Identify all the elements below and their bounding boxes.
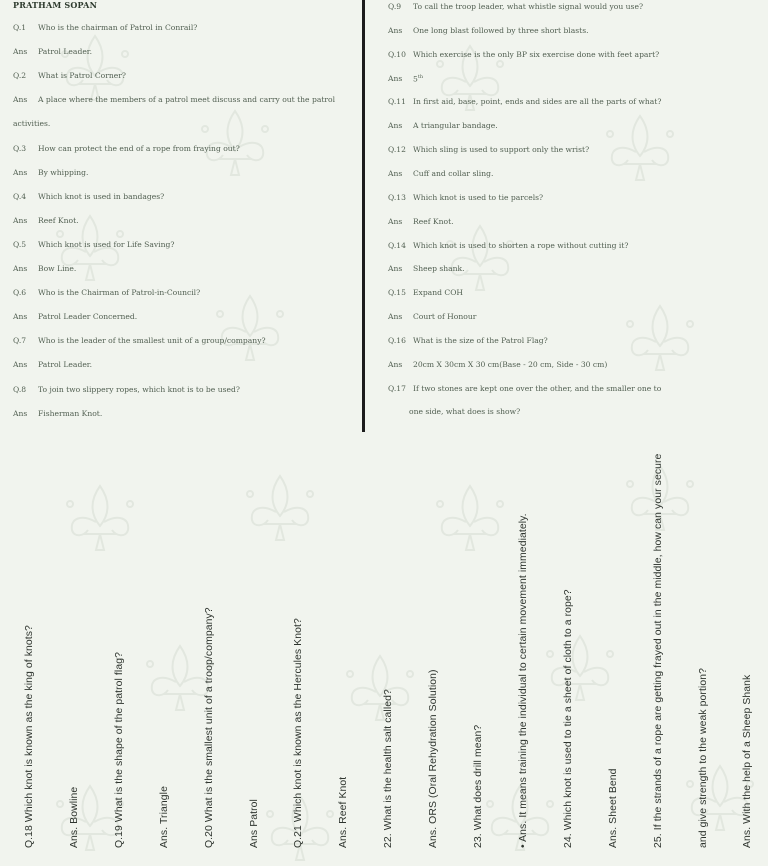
question-number: Q.7	[13, 336, 27, 346]
line-text: 5	[413, 74, 418, 84]
answer-line	[13, 216, 79, 225]
question-number: Q.1	[13, 23, 27, 32]
rotated-line: Ans Patrol	[248, 799, 260, 848]
question-line	[13, 71, 126, 80]
rotated-line: 22. What is the health salt called?	[383, 689, 395, 848]
line-text: Reef Knot.	[38, 215, 79, 225]
question-number: Q.10	[388, 49, 406, 59]
answer-line	[388, 264, 465, 273]
answer-line	[388, 121, 498, 130]
rotated-line: Q.19 What is the shape of the patrol flag?	[113, 652, 125, 848]
answer-label: Ans	[13, 264, 28, 273]
line-text: Who is the leader of the smallest unit of a group/company?	[38, 336, 266, 346]
answer-label: Ans	[388, 216, 403, 226]
question-number: Q.6	[13, 288, 27, 298]
question-number: Q.16	[388, 335, 406, 345]
rotated-line: Ans. With the help of a Sheep Shank	[742, 674, 754, 848]
rotated-line: Ans. Bowline	[68, 786, 80, 848]
rotated-line: Q.20 What is the smallest unit of a troop/company?	[203, 607, 215, 848]
rotated-line: 23. What does drill mean?	[473, 724, 484, 848]
line-text: Which knot is used in bandages?	[38, 191, 165, 201]
rotated-line: Q.18 Which knot is known as the king of knots?	[24, 625, 35, 848]
line-text: Court of Honour	[413, 312, 477, 322]
answer-label: Ans	[388, 312, 403, 322]
answer-label: Ans	[13, 47, 28, 57]
line-text: Patrol Leader.	[38, 360, 93, 370]
line-text: Who is the Chairman of Patrol-in-Council?	[38, 288, 201, 298]
line-text: Bow Line.	[38, 264, 77, 273]
question-line	[13, 385, 240, 394]
line-text: Patrol Leader.	[38, 47, 93, 57]
answer-line	[388, 26, 589, 35]
question-number: Q.13	[388, 192, 406, 202]
answer-label: Ans	[13, 312, 28, 322]
rotated-line: and give strength to the weak portion?	[697, 668, 709, 848]
line-text: How can protect the end of a rope from fraying out?	[38, 143, 240, 153]
superscript-text: th	[417, 73, 424, 80]
question-line	[388, 241, 629, 250]
line-text: By whipping.	[38, 167, 89, 177]
question-number: Q.14	[388, 240, 406, 250]
answer-label: Ans	[388, 74, 403, 84]
rotated-line: Q.21 Which knot is known as the Hercules Knot?	[293, 618, 305, 848]
line-text: One long blast followed by three short blasts.	[413, 25, 589, 35]
answer-line	[13, 409, 102, 418]
question-number: Q.8	[13, 384, 27, 394]
question-number: Q.15	[388, 288, 406, 298]
line-text: Expand COH	[413, 288, 464, 298]
question-line	[13, 192, 164, 201]
line-text: In first aid, base, point, ends and sides are all the parts of what?	[413, 97, 662, 107]
question-line	[388, 336, 548, 345]
text-continuation	[409, 407, 520, 416]
answer-line	[13, 168, 88, 177]
column-divider	[362, 0, 365, 432]
answer-line	[13, 312, 137, 321]
line-text: Reef Knot.	[413, 216, 454, 226]
question-line	[13, 144, 240, 153]
question-line	[388, 97, 661, 106]
rotated-line: • Ans. It means training the individual to certain movement immediately.	[517, 513, 529, 848]
answer-label: Ans	[13, 408, 28, 418]
rotated-line: 25. If the strands of a rope are getting frayed out in the middle, how can your secure	[652, 453, 664, 848]
page-title: PRATHAM SOPAN	[13, 0, 98, 10]
answer-line	[13, 95, 335, 104]
answer-label: Ans	[388, 25, 403, 35]
question-number: Q.11	[388, 97, 406, 107]
line-text: activities.	[13, 119, 51, 129]
line-text: Who is the chairman of Patrol in Conrail?	[38, 23, 198, 32]
question-line	[388, 384, 661, 393]
line-text: To join two slippery ropes, which knot is to be used?	[38, 384, 240, 394]
rotated-line: Ans. Sheet Bend	[607, 768, 619, 848]
line-text: If two stones are kept one over the other, and the smaller one to	[413, 383, 662, 393]
answer-label: Ans	[13, 95, 28, 105]
answer-label: Ans	[13, 167, 28, 177]
answer-line	[388, 74, 423, 84]
answer-label: Ans	[388, 121, 403, 131]
answer-label: Ans	[388, 264, 403, 274]
line-text: A triangular bandage.	[413, 121, 498, 131]
question-number: Q.3	[13, 143, 27, 153]
answer-line	[13, 264, 76, 273]
line-text: 20cm X 30cm X 30 cm(Base - 20 cm, Side - 30 cm)	[413, 359, 608, 369]
line-text: Which exercise is the only BP six exercise done with feet apart?	[413, 49, 660, 59]
answer-label: Ans	[388, 359, 403, 369]
line-text: Which sling is used to support only the wrist?	[413, 145, 590, 155]
question-line	[388, 193, 543, 202]
answer-label: Ans	[13, 360, 28, 370]
question-number: Q.5	[13, 239, 27, 249]
question-number: Q.4	[13, 191, 27, 201]
question-line	[13, 288, 200, 297]
text-continuation	[13, 119, 50, 128]
question-line	[13, 336, 266, 345]
line-text: Patrol Leader Concerned.	[38, 312, 138, 322]
line-text: Fisherman Knot.	[38, 408, 103, 418]
question-line	[388, 288, 463, 297]
rotated-line: Ans. Triangle	[158, 786, 170, 848]
line-text: What is Patrol Corner?	[38, 71, 126, 81]
answer-line	[388, 360, 607, 369]
rotated-line: 24. Which knot is used to tie a sheet of cloth to a rope?	[562, 589, 574, 848]
question-line	[388, 145, 589, 154]
answer-line	[13, 360, 92, 369]
line-text: Which knot is used for Life Saving?	[38, 239, 175, 249]
question-number: Q.2	[13, 71, 27, 81]
line-text: Sheep shank.	[413, 264, 465, 274]
line-text: What is the size of the Patrol Flag?	[413, 335, 548, 345]
line-text: A place where the members of a patrol meet discuss and carry out the patrol	[38, 95, 336, 105]
line-text: one side, what does is show?	[409, 407, 521, 417]
answer-label: Ans	[388, 168, 403, 178]
line-text: Which knot is used to shorten a rope without cutting it?	[413, 240, 629, 250]
answer-line	[13, 47, 92, 56]
question-line	[13, 240, 174, 249]
answer-line	[388, 312, 476, 321]
line-text: Cuff and collar sling.	[413, 168, 494, 178]
answer-line	[388, 169, 493, 178]
rotated-line: Ans. ORS (Oral Rehydration Solution)	[428, 669, 440, 848]
line-text: To call the troop leader, what whistle signal would you use?	[413, 2, 644, 11]
question-number: Q.17	[388, 383, 406, 393]
question-number: Q.12	[388, 145, 406, 155]
question-line	[388, 2, 643, 11]
question-number: Q.9	[388, 2, 402, 11]
rotated-line: Ans. Reef Knot	[338, 776, 350, 848]
line-text: Which knot is used to tie parcels?	[413, 192, 544, 202]
answer-line	[388, 217, 454, 226]
question-line	[13, 23, 197, 32]
question-line	[388, 50, 659, 59]
answer-label: Ans	[13, 215, 28, 225]
